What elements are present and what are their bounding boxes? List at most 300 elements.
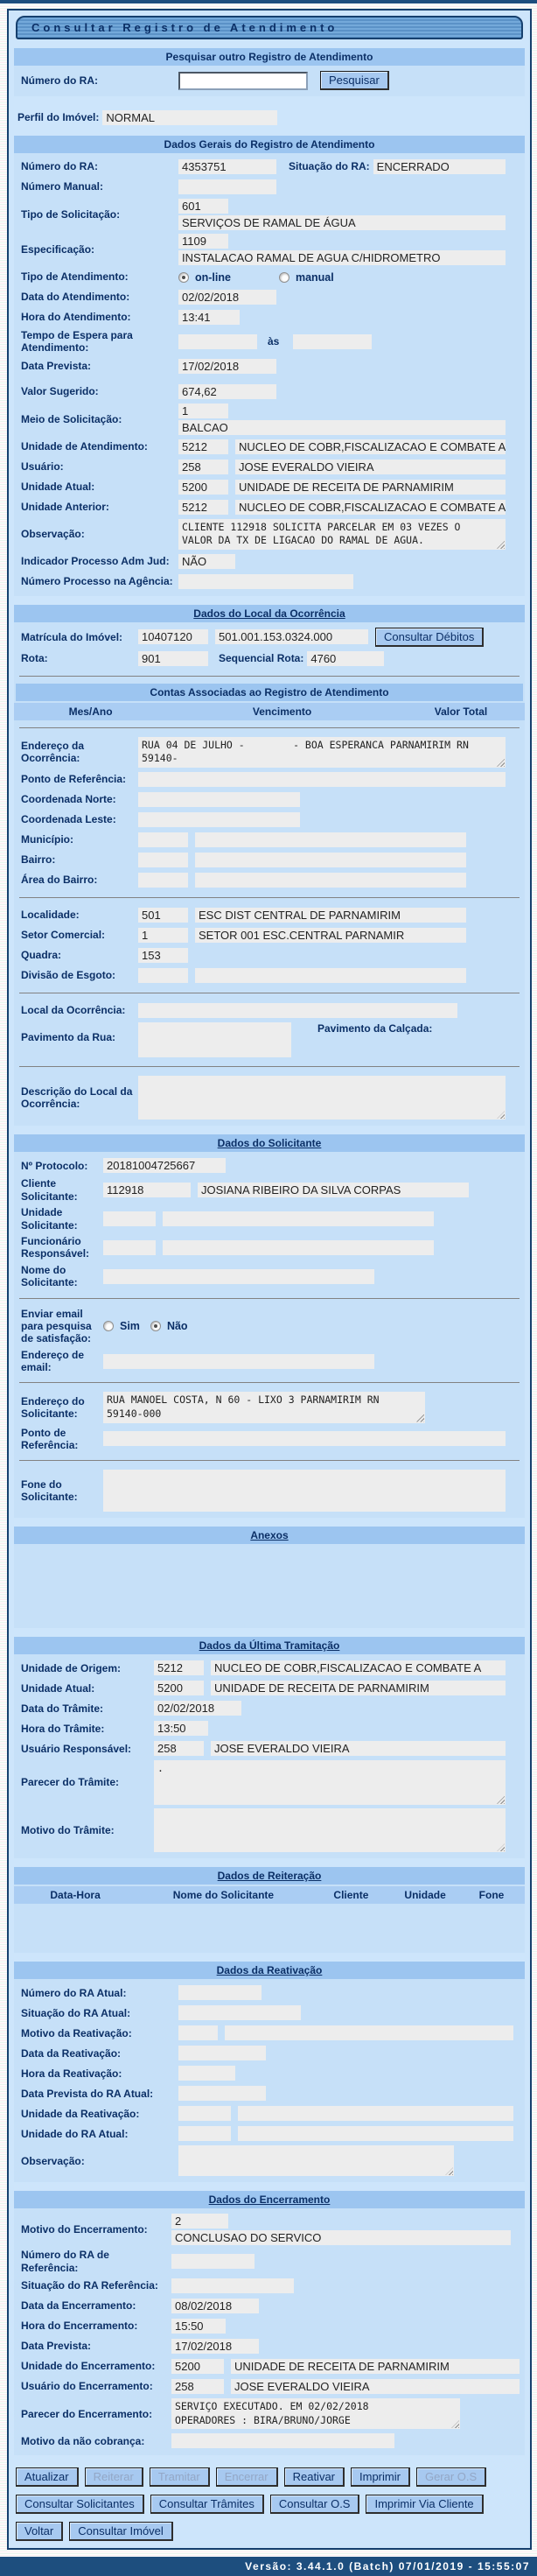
unidade-solicitante-code — [103, 1211, 156, 1226]
local-ocorrencia-row — [14, 1000, 525, 1021]
col-fone: Fone — [478, 1889, 505, 1902]
radio-sim-label: Sim — [120, 1320, 140, 1333]
indicador-label: Indicador Processo Adm Jud: — [21, 555, 170, 568]
valor-sugerido-label: Valor Sugerido: — [21, 385, 99, 398]
situacao-ra-referencia-row — [14, 2276, 525, 2296]
consultar-imovel-button[interactable]: Consultar Imóvel — [69, 2522, 173, 2541]
situacao-ra-atual-row — [14, 2003, 525, 2023]
bairro-label: Bairro: — [21, 853, 56, 867]
data-reativacao-value — [178, 2046, 266, 2060]
tipo-solicitacao-code: 601 — [178, 199, 228, 214]
reiteracao-body — [14, 1904, 525, 1953]
nome-solicitante-row — [14, 1262, 525, 1291]
hora-atendimento-row — [14, 307, 525, 327]
reativacao-section — [14, 1962, 525, 2182]
solicitante-header: Dados do Solicitante — [14, 1134, 525, 1152]
divisao-esgoto-desc — [195, 968, 466, 983]
ponto-referencia-solicitante-label: Ponto de Referência: — [21, 1426, 79, 1451]
unidade-atendimento-label: Unidade de Atendimento: — [21, 440, 148, 453]
hora-encerramento-label: Hora do Encerramento: — [21, 2320, 138, 2333]
numero-manual-value — [178, 179, 276, 194]
unidade-origem-desc: NUCLEO DE COBR,FISCALIZACAO E COMBATE A — [211, 1660, 506, 1675]
motivo-encerramento-code: 2 — [171, 2214, 228, 2229]
meio-solicitacao-code: 1 — [178, 404, 228, 418]
parecer-tramite-label: Parecer do Trâmite: — [21, 1776, 120, 1789]
ra-atual-row — [14, 1983, 525, 2003]
hora-atendimento-label: Hora do Atendimento: — [21, 311, 131, 324]
encerramento-section — [14, 2191, 525, 2455]
sequencial-rota-value: 4760 — [307, 651, 384, 666]
tramitacao-section — [14, 1637, 525, 1858]
municipio-desc — [195, 832, 466, 847]
data-encerramento-value: 08/02/2018 — [171, 2299, 259, 2313]
tempo-espera-as-label: às — [268, 335, 280, 348]
tempo-espera-row — [14, 327, 525, 356]
municipio-code — [138, 832, 188, 847]
coordenada-leste-row — [14, 810, 525, 830]
matricula-label: Matrícula do Imóvel: — [21, 630, 123, 643]
ponto-referencia-label: Ponto de Referência: — [21, 773, 127, 786]
meio-solicitacao-desc: BALCAO — [178, 420, 506, 435]
especificacao-label: Especificação: — [21, 242, 95, 256]
ra-referencia-row — [14, 2247, 525, 2276]
municipio-label: Município: — [21, 833, 73, 846]
parecer-tramite-row — [14, 1758, 525, 1807]
usuario-responsavel-code: 258 — [154, 1741, 204, 1756]
unidade-atendimento-desc: NUCLEO DE COBR,FISCALIZACAO E COMBATE A — [235, 439, 506, 454]
main-frame — [7, 9, 532, 2550]
data-tramite-row — [14, 1698, 525, 1718]
unidade-ra-atual-code — [178, 2126, 231, 2141]
tram-unidade-atual-code: 5200 — [154, 1681, 204, 1695]
data-prevista-ra-value — [178, 2086, 266, 2101]
area-bairro-label: Área do Bairro: — [21, 874, 98, 887]
cliente-solicitante-row — [14, 1176, 525, 1204]
setor-comercial-label: Setor Comercial: — [21, 929, 106, 942]
enviar-email-row — [14, 1306, 525, 1347]
reativacao-header: Dados da Reativação — [14, 1962, 525, 1979]
voltar-button[interactable]: Voltar — [16, 2522, 63, 2541]
usuario-label: Usuário: — [21, 460, 64, 474]
hora-encerramento-row — [14, 2316, 525, 2336]
parecer-encerramento-row — [14, 2397, 525, 2431]
motivo-encerramento-label: Motivo do Encerramento: — [21, 2223, 148, 2236]
radio-nao-label: Não — [166, 1320, 188, 1333]
col-vencimento: Vencimento — [252, 705, 312, 718]
numero-manual-row — [14, 177, 525, 197]
usuario-code: 258 — [178, 460, 228, 474]
unidade-origem-code: 5212 — [154, 1660, 204, 1675]
unidade-ra-atual-desc — [238, 2126, 513, 2141]
ponto-referencia-row — [14, 769, 525, 790]
tempo-espera-label: Tempo de Espera para Atendimento: — [21, 329, 133, 354]
ra-referencia-label: Número do RA de Referência: — [21, 2249, 109, 2274]
page-title: Consultar Registro de Atendimento — [16, 16, 523, 39]
col-cliente: Cliente — [333, 1889, 369, 1902]
email-value — [103, 1354, 374, 1369]
local-ocorrencia-label: Local da Ocorrência: — [21, 1004, 126, 1017]
data-prevista-value: 17/02/2018 — [178, 359, 276, 374]
ponto-referencia-solicitante-value — [103, 1431, 506, 1446]
tram-unidade-atual-label: Unidade Atual: — [21, 1681, 95, 1695]
dados-gerais-section — [14, 136, 525, 596]
indicador-row — [14, 551, 525, 572]
motivo-nao-cobranca-value — [171, 2433, 394, 2448]
observacao-row — [14, 517, 525, 551]
pavimento-row — [14, 1021, 525, 1059]
reiteracao-header: Dados de Reiteração — [14, 1867, 525, 1885]
descricao-local-textarea — [138, 1076, 506, 1120]
enviar-email-label: Enviar email para pesquisa de satisfação: — [21, 1307, 92, 1345]
matricula-row — [14, 626, 525, 649]
endereco-solicitante-row — [14, 1390, 525, 1424]
quadra-label: Quadra: — [21, 949, 62, 962]
tramitar-button: Tramitar — [150, 2467, 210, 2487]
search-ra-input[interactable] — [178, 72, 308, 90]
tempo-espera-de — [178, 334, 257, 349]
indicador-value: NÃO — [178, 554, 235, 569]
version-footer: Versão: 3.44.1.0 (Batch) 07/01/2019 - 15:55:07 — [0, 2557, 537, 2576]
unidade-origem-row — [14, 1658, 525, 1678]
area-bairro-code — [138, 873, 188, 888]
bairro-row — [14, 850, 525, 870]
situacao-ra-atual-value — [178, 2005, 301, 2020]
tipo-solicitacao-label: Tipo de Solicitação: — [21, 207, 121, 221]
unidade-atendimento-code: 5212 — [178, 439, 228, 454]
col-data-hora: Data-Hora — [50, 1889, 101, 1902]
reiterar-button: Reiterar — [85, 2467, 143, 2487]
ra-atual-label: Número do RA Atual: — [21, 1986, 127, 1999]
endereco-ocorrencia-row — [14, 735, 525, 769]
bairro-code — [138, 853, 188, 867]
unidade-atual-code: 5200 — [178, 480, 228, 495]
coordenada-leste-label: Coordenada Leste: — [21, 813, 116, 826]
numero-ra-row — [14, 157, 525, 177]
bairro-desc — [195, 853, 466, 867]
perfil-value: NORMAL — [102, 110, 277, 125]
localidade-code: 501 — [138, 908, 188, 923]
hora-reativacao-value — [178, 2066, 235, 2081]
usuario-responsavel-label: Usuário Responsável: — [21, 1742, 132, 1755]
col-valor-total: Valor Total — [434, 705, 488, 718]
valor-sugerido-value: 674,62 — [178, 384, 276, 399]
parecer-tramite-textarea — [154, 1760, 506, 1805]
hora-encerramento-value: 15:50 — [171, 2319, 226, 2334]
local-ocorrencia-header: Dados do Local da Ocorrência — [14, 605, 525, 622]
gerar-os-button: Gerar O.S — [416, 2467, 486, 2487]
solicitante-section — [14, 1134, 525, 1518]
motivo-reativacao-desc — [225, 2025, 513, 2040]
fone-solicitante-row — [14, 1468, 525, 1513]
numero-ra-label: Número do RA: — [21, 160, 98, 173]
data-tramite-value: 02/02/2018 — [154, 1701, 241, 1716]
protocolo-value: 20181004725667 — [103, 1158, 226, 1173]
usuario-row — [14, 457, 525, 477]
perfil-row — [17, 110, 525, 125]
unidade-reativacao-label: Unidade da Reativação: — [21, 2107, 140, 2120]
search-ra-label: Número do RA: — [21, 74, 98, 87]
radio-manual[interactable] — [279, 272, 289, 283]
observacao-reativacao-textarea — [178, 2145, 454, 2176]
coordenada-leste-value — [138, 812, 300, 827]
rota-label: Rota: — [21, 652, 48, 665]
action-buttons — [12, 2464, 527, 2541]
setor-comercial-desc: SETOR 001 ESC.CENTRAL PARNAMIR — [195, 928, 466, 943]
anexos-section — [14, 1527, 525, 1628]
radio-nao[interactable] — [150, 1321, 161, 1331]
dados-gerais-header: Dados Gerais do Registro de Atendimento — [14, 136, 525, 153]
protocolo-label: Nº Protocolo: — [21, 1159, 88, 1172]
descricao-local-label: Descrição do Local da Ocorrência: — [21, 1084, 133, 1111]
num-processo-label: Número Processo na Agência: — [21, 575, 173, 588]
area-bairro-desc — [195, 873, 466, 888]
data-prevista-ra-label: Data Prevista do RA Atual: — [21, 2087, 154, 2100]
reiteracao-section — [14, 1867, 525, 1953]
motivo-tramite-textarea — [154, 1808, 506, 1853]
data-encerramento-row — [14, 2296, 525, 2316]
data-tramite-label: Data do Trâmite: — [21, 1702, 104, 1715]
situacao-ra-label: Situação do RA: — [289, 160, 370, 173]
unidade-ra-atual-row — [14, 2123, 525, 2144]
area-bairro-row — [14, 870, 525, 890]
email-row — [14, 1347, 525, 1376]
funcionario-row — [14, 1233, 525, 1262]
pesquisar-button[interactable]: Pesquisar — [320, 71, 389, 90]
numero-manual-label: Número Manual: — [21, 180, 104, 193]
radio-manual-label: manual — [295, 270, 334, 284]
tramitacao-header: Dados da Última Tramitação — [14, 1637, 525, 1654]
coordenada-norte-value — [138, 792, 300, 807]
tipo-atendimento-label: Tipo de Atendimento: — [21, 270, 129, 284]
data-prevista-encerramento-label: Data Prevista: — [21, 2340, 92, 2353]
motivo-reativacao-row — [14, 2023, 525, 2043]
situacao-ra-referencia-value — [171, 2278, 294, 2293]
setor-comercial-row — [14, 925, 525, 945]
localidade-row — [14, 905, 525, 925]
consultar-solicitantes-button[interactable]: Consultar Solicitantes — [16, 2495, 144, 2514]
hora-atendimento-value: 13:41 — [178, 310, 240, 325]
imprimir-button[interactable]: Imprimir — [351, 2467, 410, 2487]
perfil-label: Perfil do Imóvel: — [17, 111, 100, 124]
tipo-solicitacao-row — [14, 197, 525, 232]
unidade-anterior-code: 5212 — [178, 500, 228, 515]
local-ocorrencia-value — [138, 1003, 457, 1018]
pavimento-rua-label: Pavimento da Rua: — [21, 1030, 116, 1043]
motivo-nao-cobranca-row — [14, 2431, 525, 2451]
reiteracao-column-headers — [14, 1886, 525, 1904]
motivo-encerramento-desc: CONCLUSAO DO SERVICO — [171, 2230, 511, 2245]
especificacao-row — [14, 232, 525, 267]
local-ocorrencia-section — [14, 605, 525, 1127]
num-processo-row — [14, 572, 525, 592]
data-prevista-label: Data Prevista: — [21, 360, 92, 373]
usuario-responsavel-row — [14, 1738, 525, 1758]
endereco-ocorrencia-label: Endereço da Ocorrência: — [21, 739, 85, 765]
unidade-encerramento-desc: UNIDADE DE RECEITA DE PARNAMIRIM — [231, 2359, 520, 2374]
municipio-row — [14, 830, 525, 850]
pavimento-calcada-label: Pavimento da Calçada: — [317, 1021, 433, 1035]
unidade-ra-atual-label: Unidade do RA Atual: — [21, 2127, 129, 2140]
nome-solicitante-value — [103, 1269, 374, 1284]
data-reativacao-row — [14, 2043, 525, 2063]
unidade-reativacao-code — [178, 2106, 231, 2121]
col-unidade: Unidade — [404, 1889, 446, 1902]
observacao-reativacao-label: Observação: — [21, 2154, 85, 2167]
ponto-referencia-value — [138, 772, 506, 787]
endereco-ocorrencia-textarea — [138, 737, 506, 768]
ra-referencia-value — [171, 2254, 255, 2269]
data-atendimento-label: Data do Atendimento: — [21, 291, 130, 304]
hora-tramite-label: Hora do Trâmite: — [21, 1722, 105, 1735]
contas-header: Contas Associadas ao Registro de Atendimento — [16, 684, 523, 701]
consultar-tramites-button[interactable]: Consultar Trâmites — [150, 2495, 264, 2514]
situacao-ra-value: ENCERRADO — [373, 159, 506, 174]
encerramento-header: Dados do Encerramento — [14, 2191, 525, 2208]
meio-solicitacao-label: Meio de Solicitação: — [21, 412, 122, 425]
ra-atual-value — [178, 1985, 262, 2000]
coordenada-norte-label: Coordenada Norte: — [21, 793, 116, 806]
unidade-atual-label: Unidade Atual: — [21, 481, 95, 494]
tempo-espera-ate — [293, 334, 372, 349]
observacao-textarea — [178, 519, 506, 550]
coordenada-norte-row — [14, 790, 525, 810]
radio-online-label: on-line — [195, 270, 231, 284]
parecer-encerramento-label: Parecer do Encerramento: — [21, 2407, 153, 2420]
nome-solicitante-label: Nome do Solicitante: — [21, 1263, 78, 1289]
hora-tramite-value: 13:50 — [154, 1721, 208, 1736]
data-encerramento-label: Data da Encerramento: — [21, 2299, 136, 2313]
unidade-reativacao-row — [14, 2103, 525, 2123]
funcionario-desc — [163, 1240, 434, 1255]
motivo-encerramento-row — [14, 2212, 525, 2247]
data-atendimento-row — [14, 287, 525, 307]
usuario-desc: JOSE EVERALDO VIEIRA — [235, 460, 506, 474]
localidade-label: Localidade: — [21, 909, 80, 922]
contas-column-headers — [14, 703, 525, 720]
unidade-anterior-label: Unidade Anterior: — [21, 501, 109, 514]
cliente-solicitante-desc: JOSIANA RIBEIRO DA SILVA CORPAS — [198, 1183, 469, 1197]
rota-value: 901 — [138, 651, 208, 666]
data-reativacao-label: Data da Reativação: — [21, 2046, 122, 2060]
unidade-encerramento-label: Unidade do Encerramento: — [21, 2360, 156, 2373]
unidade-encerramento-row — [14, 2356, 525, 2376]
especificacao-desc: INSTALACAO RAMAL DE AGUA C/HIDROMETRO — [178, 250, 506, 265]
setor-comercial-code: 1 — [138, 928, 188, 943]
col-nome-solicitante: Nome do Solicitante — [172, 1889, 275, 1902]
tipo-atendimento-row — [14, 267, 525, 287]
funcionario-code — [103, 1240, 156, 1255]
encerrar-button: Encerrar — [216, 2467, 278, 2487]
especificacao-code: 1109 — [178, 234, 228, 249]
consultar-debitos-button[interactable]: Consultar Débitos — [375, 628, 484, 647]
observacao-label: Observação: — [21, 528, 85, 541]
unidade-encerramento-code: 5200 — [171, 2359, 224, 2374]
situacao-ra-referencia-label: Situação do RA Referência: — [21, 2279, 158, 2292]
ponto-referencia-solicitante-row — [14, 1425, 525, 1454]
tram-unidade-atual-desc: UNIDADE DE RECEITA DE PARNAMIRIM — [211, 1681, 506, 1695]
hora-tramite-row — [14, 1718, 525, 1738]
search-section — [14, 48, 525, 96]
data-atendimento-value: 02/02/2018 — [178, 290, 276, 305]
fone-solicitante-value — [103, 1470, 506, 1512]
rota-row — [14, 649, 525, 669]
motivo-nao-cobranca-label: Motivo da não cobrança: — [21, 2434, 145, 2447]
atualizar-button[interactable]: Atualizar — [16, 2467, 79, 2487]
divisao-esgoto-code — [138, 968, 188, 983]
tram-unidade-atual-row — [14, 1678, 525, 1698]
top-navy-bar — [0, 0, 537, 4]
anexos-header: Anexos — [14, 1527, 525, 1544]
col-mes-ano: Mes/Ano — [68, 705, 113, 718]
radio-sim[interactable] — [103, 1321, 114, 1331]
endereco-solicitante-textarea — [103, 1392, 425, 1422]
situacao-ra-atual-label: Situação do RA Atual: — [21, 2006, 131, 2019]
divisao-esgoto-row — [14, 965, 525, 986]
pavimento-rua-value — [138, 1022, 291, 1057]
unidade-anterior-row — [14, 497, 525, 517]
cliente-solicitante-code: 112918 — [103, 1183, 191, 1197]
numero-ra-value: 4353751 — [178, 159, 276, 174]
hora-reativacao-label: Hora da Reativação: — [21, 2067, 122, 2080]
unidade-origem-label: Unidade de Origem: — [21, 1661, 122, 1674]
motivo-tramite-label: Motivo do Trâmite: — [21, 1823, 115, 1836]
usuario-encerramento-code: 258 — [171, 2379, 224, 2394]
inscricao-value: 501.001.153.0324.000 — [215, 629, 368, 644]
funcionario-label: Funcionário Responsável: — [21, 1234, 90, 1260]
observacao-reativacao-row — [14, 2144, 525, 2178]
quadra-value: 153 — [138, 948, 188, 963]
unidade-solicitante-row — [14, 1204, 525, 1233]
data-prevista-row — [14, 356, 525, 376]
divisao-esgoto-label: Divisão de Esgoto: — [21, 969, 116, 982]
valor-sugerido-row — [14, 382, 525, 402]
cliente-solicitante-label: Cliente Solicitante: — [21, 1177, 78, 1203]
reativar-button[interactable]: Reativar — [284, 2467, 345, 2487]
hora-reativacao-row — [14, 2063, 525, 2083]
usuario-responsavel-desc: JOSE EVERALDO VIEIRA — [211, 1741, 506, 1756]
unidade-atual-desc: UNIDADE DE RECEITA DE PARNAMIRIM — [235, 480, 506, 495]
email-label: Endereço de email: — [21, 1348, 85, 1374]
endereco-solicitante-label: Endereço do Solicitante: — [21, 1394, 85, 1420]
radio-online[interactable] — [178, 272, 189, 283]
localidade-desc: ESC DIST CENTRAL DE PARNAMIRIM — [195, 908, 466, 923]
matricula-value: 10407120 — [138, 629, 208, 644]
motivo-reativacao-code — [178, 2025, 218, 2040]
data-prevista-ra-row — [14, 2083, 525, 2103]
anexos-body — [14, 1544, 525, 1628]
motivo-reativacao-label: Motivo da Reativação: — [21, 2026, 132, 2039]
imprimir-via-cliente-button[interactable]: Imprimir Via Cliente — [366, 2495, 483, 2514]
unidade-atendimento-row — [14, 437, 525, 457]
motivo-tramite-row — [14, 1807, 525, 1855]
usuario-encerramento-label: Usuário do Encerramento: — [21, 2380, 153, 2393]
meio-solicitacao-row — [14, 402, 525, 437]
unidade-anterior-desc: NUCLEO DE COBR,FISCALIZACAO E COMBATE A — [235, 500, 506, 515]
sequencial-rota-label: Sequencial Rota: — [219, 652, 304, 665]
unidade-reativacao-desc — [238, 2106, 513, 2121]
parecer-encerramento-textarea — [171, 2398, 460, 2429]
unidade-solicitante-desc — [163, 1211, 434, 1226]
descricao-local-row — [14, 1074, 525, 1122]
consultar-os-button[interactable]: Consultar O.S — [270, 2495, 360, 2514]
tipo-solicitacao-desc: SERVIÇOS DE RAMAL DE ÁGUA — [178, 215, 506, 230]
unidade-atual-row — [14, 477, 525, 497]
protocolo-row — [14, 1155, 525, 1176]
num-processo-value — [178, 574, 353, 589]
search-section-header: Pesquisar outro Registro de Atendimento — [14, 48, 525, 66]
usuario-encerramento-row — [14, 2376, 525, 2397]
usuario-encerramento-desc: JOSE EVERALDO VIEIRA — [231, 2379, 520, 2394]
